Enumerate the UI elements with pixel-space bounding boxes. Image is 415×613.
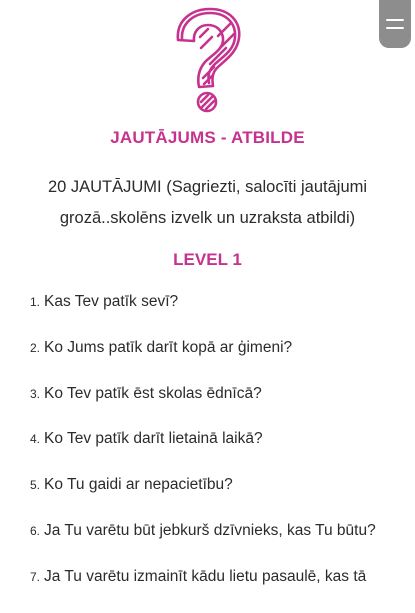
question-text: Ja Tu varētu izmainīt kādu lietu pasaulē, kas tā xyxy=(44,567,367,585)
list-item xyxy=(30,521,415,567)
level-heading: LEVEL 1 xyxy=(173,250,242,269)
list-item xyxy=(30,429,415,475)
question-number: 2. xyxy=(30,340,41,355)
list-item xyxy=(30,292,415,338)
page-title: JAUTĀJUMS - ATBILDE xyxy=(110,128,305,147)
question-number: 5. xyxy=(30,478,41,493)
question-number: 4. xyxy=(30,432,41,447)
question-text: Ko Tev patīk darīt lietainā laikā? xyxy=(44,430,263,448)
question-text: Ko Tev patīk ēst skolas ēdnīcā? xyxy=(44,384,262,402)
question-text: Ko Jums patīk darīt kopā ar ģimeni? xyxy=(44,338,293,356)
question-list xyxy=(30,292,415,613)
question-number: 3. xyxy=(30,386,41,401)
hamburger-menu-button[interactable] xyxy=(379,0,411,48)
page-subtitle xyxy=(30,172,385,234)
subtitle-line: grozā..skolēns izvelk un uzraksta atbildi) xyxy=(59,209,356,227)
question-number: 1. xyxy=(30,295,41,309)
question-text: Ja Tu varētu būt jebkurš dzīvnieks, kas Tu būtu? xyxy=(44,521,376,539)
list-item xyxy=(30,338,415,384)
question-number: 6. xyxy=(30,523,41,538)
question-mark-icon xyxy=(170,6,244,114)
subtitle-line: 20 JAUTĀJUMI (Sagriezti, salocīti jautājumi xyxy=(47,178,368,196)
question-text: Ko Tu gaidi ar nepacietību? xyxy=(44,476,233,494)
question-text: Kas Tev patīk sevī? xyxy=(44,293,179,310)
list-item xyxy=(30,384,415,430)
hamburger-menu-icon xyxy=(386,19,404,21)
list-item xyxy=(30,475,415,521)
list-item xyxy=(30,567,415,613)
question-number: 7. xyxy=(30,569,41,584)
